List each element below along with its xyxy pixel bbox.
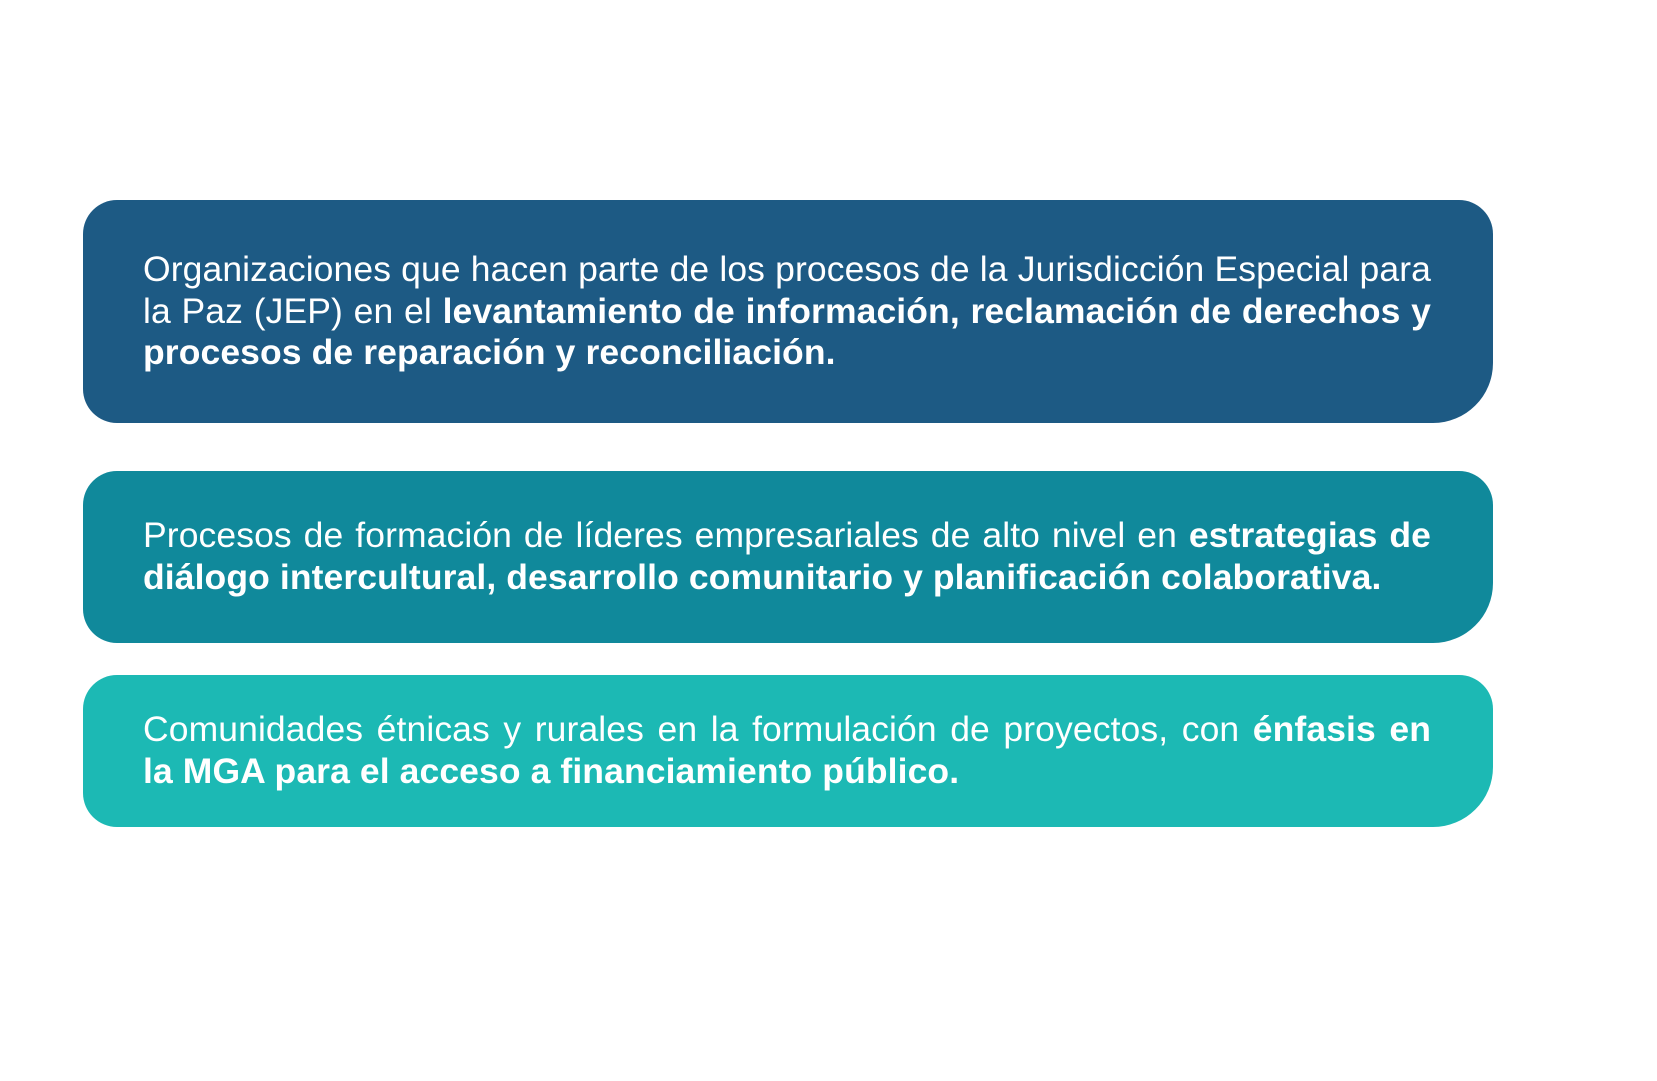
card-comunidades-etnicas [83, 675, 1493, 827]
card-organizaciones-jep-text [143, 249, 1431, 375]
card-stack [83, 200, 1493, 827]
card-1-regular-text: Organizaciones que hacen parte de los procesos de la Jurisdicción Especial para la Paz (JEP) en el [143, 248, 1431, 331]
card-2-regular-text: Procesos de formación de líderes empresariales de alto nivel en [143, 515, 1189, 556]
card-1-bold-text: levantamiento de información, reclamación de derechos y procesos de reparación y reconciliación. [143, 290, 1431, 373]
card-3-regular-text: Comunidades étnicas y rurales en la formulación de proyectos, con [143, 709, 1253, 750]
card-formacion-lideres [83, 471, 1493, 643]
card-comunidades-etnicas-text [143, 709, 1431, 793]
card-formacion-lideres-text [143, 515, 1431, 599]
card-2-bold-text: estrategias de diálogo intercultural, desarrollo comunitario y planificación colaborativa. [143, 515, 1431, 597]
card-organizaciones-jep [83, 200, 1493, 423]
card-3-bold-text: énfasis en la MGA para el acceso a financiamiento público. [143, 709, 1431, 791]
